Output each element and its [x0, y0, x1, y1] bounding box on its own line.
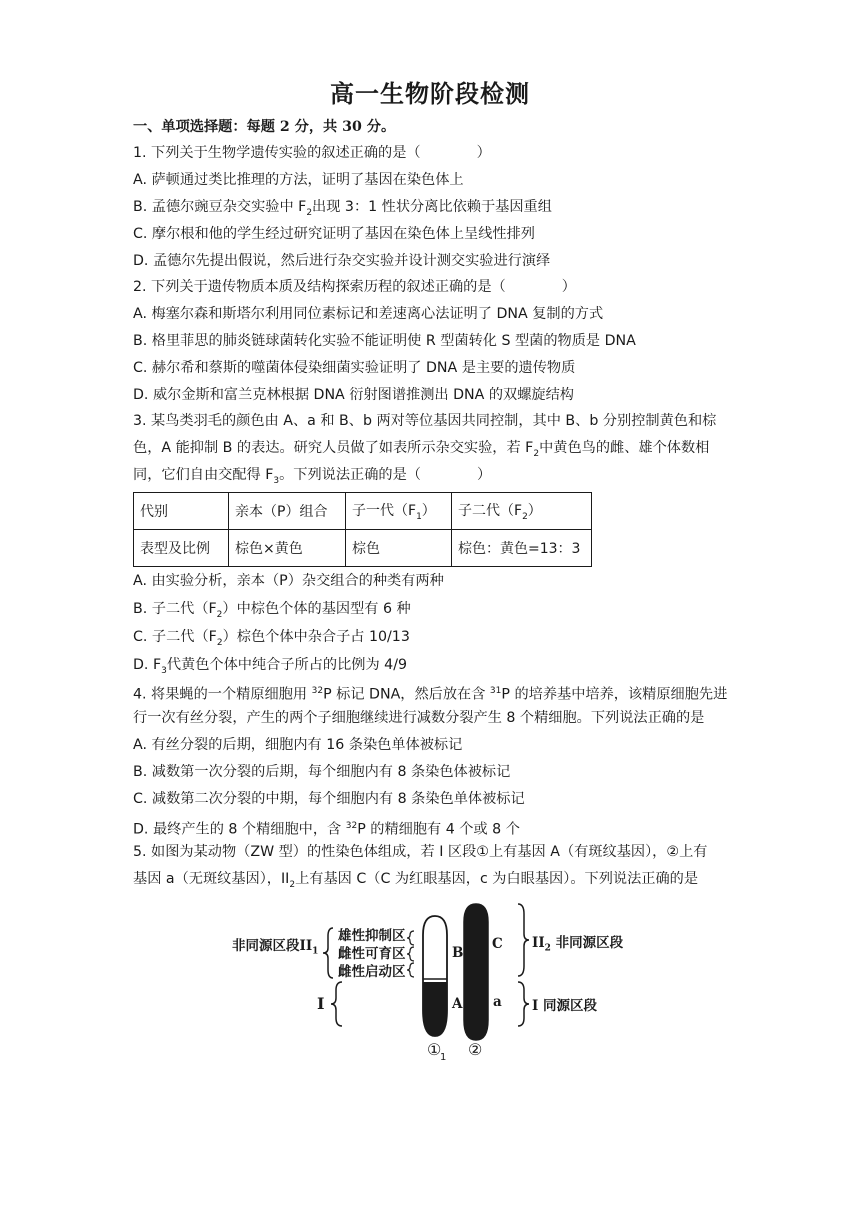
q3-option-d: D. $F_3$代黄色个体中纯合子所占的比例为 4/9	[133, 657, 408, 676]
table-cell: 子二代$(F_2)$	[452, 493, 592, 530]
bracket-region2	[407, 947, 414, 961]
label-chromosome-2: ②	[468, 1040, 483, 1059]
label-region-3: 雌性启动区	[338, 964, 406, 980]
table-header-row	[134, 493, 592, 530]
q3-stem-line2: 色，A 能抑制 B 的表达。研究人员做了如表所示杂交实验，若 $F_2$中黄色鸟的雌、雄个体数相	[133, 440, 710, 459]
q3-stem-line1: 3. 某鸟类羽毛的颜色由 A、a 和 B、b 两对等位基因共同控制，其中 B、b 分别控制黄色和棕	[133, 413, 717, 429]
q2-option-a: A. 梅塞尔森和斯塔尔利用同位素标记和差速离心法证明了 DNA 复制的方式	[133, 306, 604, 322]
table-cell: 棕色×黄色	[229, 530, 346, 567]
q1-option-d: D. 孟德尔先提出假说，然后进行杂交实验并设计测交实验进行演绎	[133, 253, 551, 269]
bracket-ii1	[323, 928, 333, 978]
label-region-1: 雄性抑制区	[338, 928, 406, 944]
q1-option-c: C. 摩尔根和他的学生经过研究证明了基因在染色体上呈线性排列	[133, 226, 535, 242]
q4-option-b: B. 减数第一次分裂的后期，每个细胞内有 8 条染色体被标记	[133, 764, 511, 780]
q4-option-a: A. 有丝分裂的后期，细胞内有 16 条染色单体被标记	[133, 737, 463, 753]
q2-option-d: D. 威尔金斯和富兰克林根据 DNA 衍射图谱推测出 DNA 的双螺旋结构	[133, 387, 574, 403]
label-gene-a-upper: A	[452, 996, 463, 1012]
chromosome-1-homologous-segment	[423, 982, 447, 1036]
label-homologous-i: I 同源区段	[532, 998, 598, 1014]
label-gene-b: B	[452, 945, 464, 961]
q1-option-b: B. 孟德尔豌豆杂交实验中 $F_2$出现 3：1 性状分离比依赖于基因重组	[133, 199, 552, 218]
table-cell: 棕色：黄色=13：3	[452, 530, 592, 567]
section-heading: 一、单项选择题：每题 2 分，共 30 分。	[133, 119, 396, 135]
bracket-region1	[407, 931, 414, 945]
q4-stem-line2: 行一次有丝分裂，产生的两个子细胞继续进行减数分裂产生 8 个精细胞。下列说法正确的是	[133, 710, 705, 726]
label-region-i: I	[317, 994, 325, 1013]
label-nonhomologous-ii1: 非同源区段$II_1$	[232, 938, 319, 957]
q3-option-c: C. 子二代$(F_2)$棕色个体中杂合子占 10/13	[133, 629, 410, 648]
label-gene-a-lower: a	[493, 994, 502, 1010]
page-number: 1	[440, 1052, 447, 1063]
table-row	[134, 530, 592, 567]
cross-table	[133, 492, 592, 567]
q5-stem-line2: 基因 a（无斑纹基因），$II_2$上有基因 C（C 为红眼基因，c 为白眼基因）。下列说法正确的是	[133, 871, 699, 890]
q4-option-d: D. 最终产生的 8 个精细胞中，含 $^{32}$P 的精细胞有 4 个或 8 个	[133, 821, 520, 838]
q2-stem: 2. 下列关于遗传物质本质及结构探索历程的叙述正确的是（ ）	[133, 279, 576, 295]
bracket-ii2	[518, 904, 529, 976]
label-region-2: 雌性可育区	[338, 946, 406, 962]
q3-option-a: A. 由实验分析，亲本（P）杂交组合的种类有两种	[133, 573, 444, 589]
q4-option-c: C. 减数第二次分裂的中期，每个细胞内有 8 条染色单体被标记	[133, 791, 525, 807]
label-nonhomologous-ii2: $II_2$ 非同源区段	[532, 935, 624, 954]
page-title: 高一生物阶段检测	[330, 79, 530, 108]
q2-option-b: B. 格里菲思的肺炎链球菌转化实验不能证明使 R 型菌转化 S 型菌的物质是 DNA	[133, 333, 636, 349]
table-cell: 代别	[134, 493, 229, 530]
q3-stem-line3: 同，它们自由交配得 $F_3$。下列说法正确的是（ ）	[133, 467, 492, 486]
sex-chromosome-diagram	[230, 900, 630, 1070]
bracket-region3	[407, 963, 414, 977]
q3-option-b: B. 子二代$(F_2)$中棕色个体的基因型有 6 种	[133, 601, 411, 620]
bracket-i-left	[331, 982, 342, 1026]
chromosome-2	[464, 904, 488, 1040]
bracket-i-right	[518, 982, 529, 1026]
label-chromosome-1: ①	[427, 1040, 442, 1059]
q2-option-c: C. 赫尔希和蔡斯的噬菌体侵染细菌实验证明了 DNA 是主要的遗传物质	[133, 360, 576, 376]
q5-stem-line1: 5. 如图为某动物（ZW 型）的性染色体组成，若 I 区段①上有基因 A（有斑纹基因），②上有	[133, 844, 708, 860]
table-cell: 表型及比例	[134, 530, 229, 567]
q1-stem: 1. 下列关于生物学遗传实验的叙述正确的是（ ）	[133, 145, 491, 161]
table-cell: 亲本（P）组合	[229, 493, 346, 530]
label-gene-c: C	[492, 936, 503, 952]
q4-stem-line1: 4. 将果蝇的一个精原细胞用 $^{32}$P 标记 DNA，然后放在含 $^{31}$P 的培养基中培养，该精原细胞先进	[133, 686, 728, 703]
table-cell: 棕色	[346, 530, 452, 567]
table-cell: 子一代$(F_1)$	[346, 493, 452, 530]
q1-option-a: A. 萨顿通过类比推理的方法，证明了基因在染色体上	[133, 172, 464, 188]
